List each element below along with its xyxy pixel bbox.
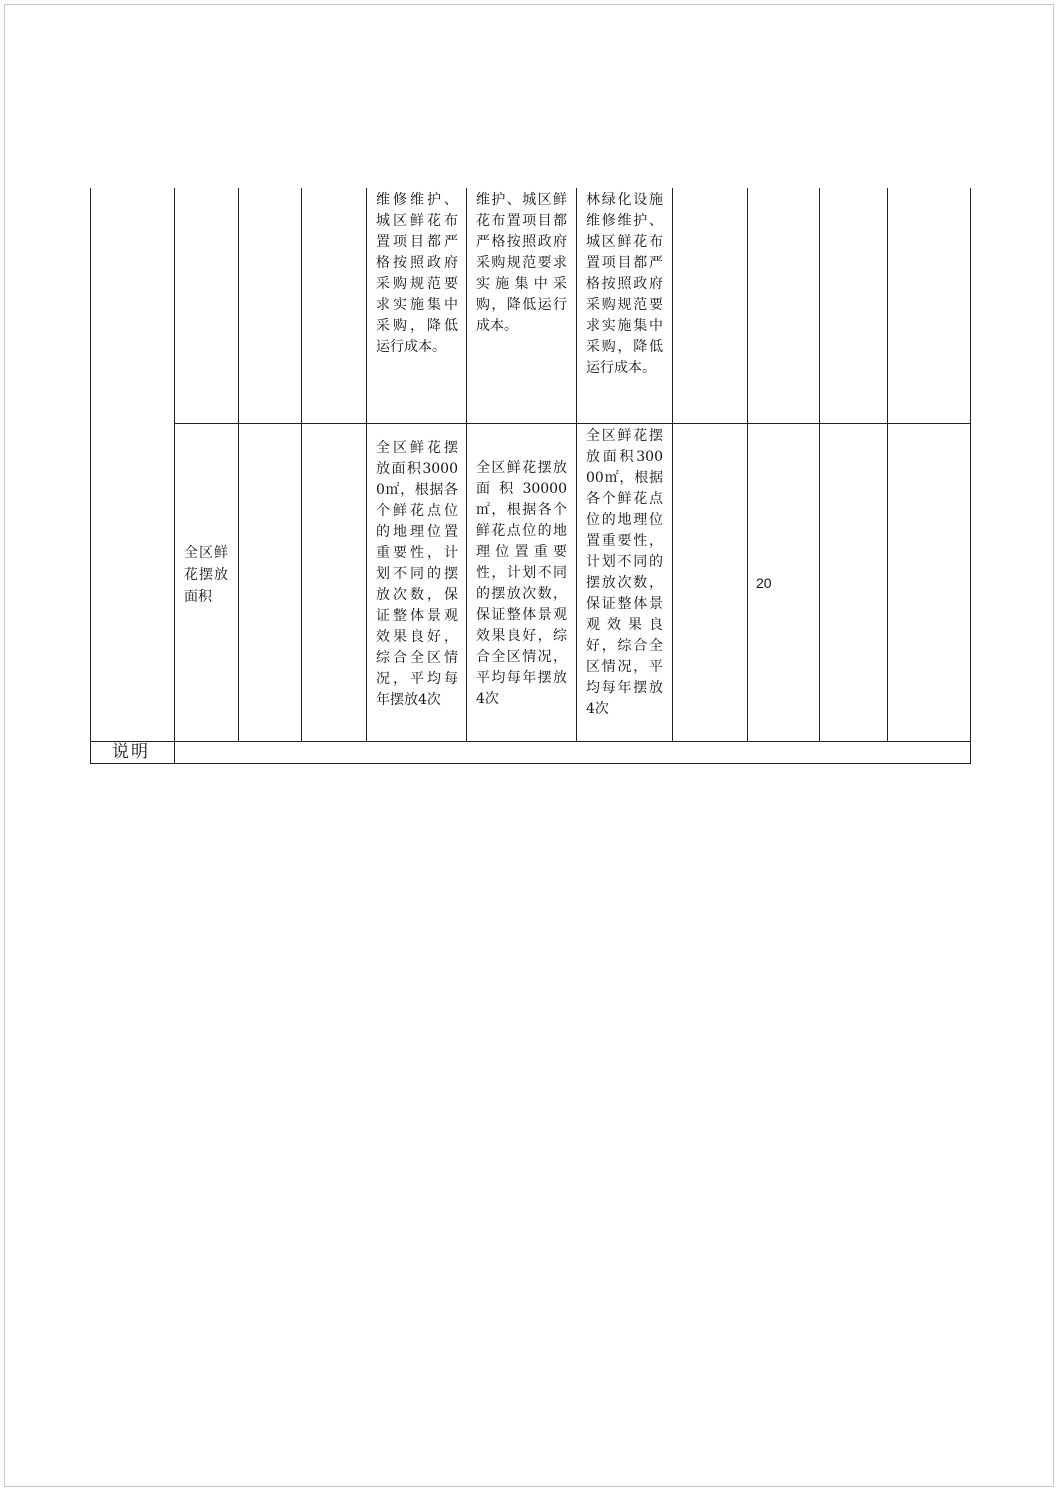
indicator-value-cell: 全区鲜花摆放面积30000㎡，根据各个鲜花点位的地理位置重要性，计划不同的摆放次数，保证整体景观效果良好，综合全区情况，平均每年摆放4次 — [476, 460, 567, 707]
notes-label: 说明 — [112, 742, 150, 762]
grid-line — [238, 188, 239, 742]
grid-line — [90, 741, 971, 742]
grid-line — [576, 188, 577, 742]
grid-line — [301, 188, 302, 742]
indicator-cell: 全区鲜花摆放面积 — [184, 545, 228, 605]
grid-line — [366, 188, 367, 742]
grid-line — [174, 188, 175, 764]
grid-line — [90, 188, 91, 764]
weight-cell: 20 — [756, 575, 772, 591]
indicator-value-cell: 全区鲜花摆放面积30000㎡，根据各个鲜花点位的地理位置重要性，计划不同的摆放次数，保证整体景观效果良好，综合全区情况，平均每年摆放4次 — [586, 428, 663, 717]
grid-line — [747, 188, 748, 742]
grid-line — [819, 188, 820, 742]
indicator-value-cell: 全区鲜花摆放面积30000㎡，根据各个鲜花点位的地理位置重要性，计划不同的摆放次数，保证整体景观效果良好，综合全区情况，平均每年摆放4次 — [376, 440, 458, 708]
grid-line — [672, 188, 673, 742]
indicator-value-cell: 维护、城区鲜花布置项目都严格按照政府采购规范要求实施集中采购，降低运行成本。 — [476, 192, 567, 334]
indicator-value-cell: 维修维护、城区鲜花布置项目都严格按照政府采购规范要求实施集中采购，降低运行成本。 — [376, 192, 458, 355]
grid-line — [466, 188, 467, 742]
grid-line — [970, 188, 971, 764]
grid-line — [90, 763, 971, 764]
indicator-value-cell: 林绿化设施维修维护、城区鲜花布置项目都严格按照政府采购规范要求实施集中采购，降低运行成本。 — [586, 192, 663, 376]
grid-line — [887, 188, 888, 742]
grid-line — [174, 423, 971, 424]
